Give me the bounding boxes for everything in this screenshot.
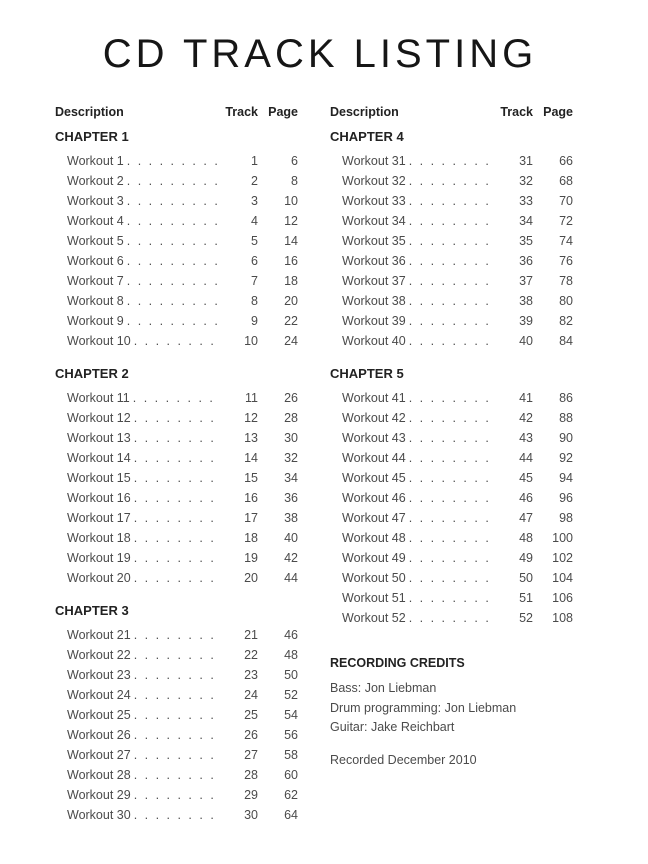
track-description: Workout 8 [67,294,124,308]
dot-leader [134,785,217,805]
chapters-right [330,129,573,628]
page-number: 16 [284,254,298,268]
track-number: 1 [251,154,258,168]
page-number: 58 [284,748,298,762]
track-row [55,388,298,408]
page-title: CD TRACK LISTING [102,32,538,76]
track-number: 29 [244,788,258,802]
track-description: Workout 13 [67,431,131,445]
track-row [330,231,573,251]
page-number: 60 [284,768,298,782]
track-row [55,805,298,825]
dot-leader [409,291,492,311]
track-row [55,191,298,211]
dot-leader [127,291,217,311]
track-description: Workout 40 [342,334,406,348]
page-number: 46 [284,628,298,642]
track-number: 37 [519,274,533,288]
track-row [55,331,298,351]
track-number: 26 [244,728,258,742]
dot-leader [133,388,217,408]
track-description: Workout 10 [67,334,131,348]
dot-leader [134,408,217,428]
track-row [330,608,573,628]
column-right [330,104,573,840]
list-header-right [330,104,573,120]
dot-leader [127,211,217,231]
track-row [55,448,298,468]
track-row [55,745,298,765]
track-description: Workout 52 [342,611,406,625]
track-description: Workout 38 [342,294,406,308]
dot-leader [134,685,217,705]
track-description: Workout 46 [342,491,406,505]
track-number: 52 [519,611,533,625]
track-number: 18 [244,531,258,545]
track-number: 24 [244,688,258,702]
track-description: Workout 31 [342,154,406,168]
track-number: 28 [244,768,258,782]
track-description: Workout 47 [342,511,406,525]
page-number: 48 [284,648,298,662]
track-description: Workout 3 [67,194,124,208]
track-row [55,271,298,291]
page-number: 62 [284,788,298,802]
dot-leader [409,311,492,331]
track-description: Workout 21 [67,628,131,642]
dot-leader [409,388,492,408]
page-number: 38 [284,511,298,525]
header-description: Description [330,105,399,119]
chapter-title: CHAPTER 3 [55,603,129,618]
track-number: 38 [519,294,533,308]
track-number: 39 [519,314,533,328]
track-row [330,548,573,568]
chapter-title: CHAPTER 1 [55,129,129,144]
track-number: 45 [519,471,533,485]
track-description: Workout 33 [342,194,406,208]
page-number: 88 [559,411,573,425]
page-number: 106 [552,591,573,605]
track-description: Workout 11 [67,391,130,405]
track-description: Workout 19 [67,551,131,565]
track-description: Workout 24 [67,688,131,702]
dot-leader [409,408,492,428]
track-row [55,568,298,588]
dot-leader [409,448,492,468]
track-row [330,151,573,171]
dot-leader [127,311,217,331]
dot-leader [134,745,217,765]
track-description: Workout 42 [342,411,406,425]
track-number: 20 [244,571,258,585]
track-row [55,528,298,548]
dot-leader [134,508,217,528]
dot-leader [134,765,217,785]
track-description: Workout 12 [67,411,131,425]
track-description: Workout 34 [342,214,406,228]
track-number: 11 [245,391,258,405]
track-number: 27 [244,748,258,762]
track-row [330,448,573,468]
track-number: 43 [519,431,533,445]
track-description: Workout 15 [67,471,131,485]
list-header-left [55,104,298,120]
track-description: Workout 17 [67,511,131,525]
dot-leader [134,805,217,825]
track-description: Workout 16 [67,491,131,505]
track-number: 48 [519,531,533,545]
track-row [55,171,298,191]
page-number: 94 [559,471,573,485]
track-description: Workout 45 [342,471,406,485]
track-description: Workout 22 [67,648,131,662]
dot-leader [409,271,492,291]
dot-leader [134,725,217,745]
page-number: 68 [559,174,573,188]
page-number: 96 [559,491,573,505]
header-track: Track [500,105,533,119]
track-description: Workout 48 [342,531,406,545]
track-description: Workout 29 [67,788,131,802]
dot-leader [134,528,217,548]
chapter-block [330,129,573,351]
track-row [330,331,573,351]
recording-credits [330,655,573,770]
page-number: 30 [284,431,298,445]
track-description: Workout 18 [67,531,131,545]
dot-leader [409,608,492,628]
track-number: 22 [244,648,258,662]
track-description: Workout 9 [67,314,124,328]
track-description: Workout 49 [342,551,406,565]
page-number: 92 [559,451,573,465]
page-number: 98 [559,511,573,525]
column-left [55,104,298,840]
chapter-block [55,129,298,351]
track-row [330,428,573,448]
page-number: 22 [284,314,298,328]
page-number: 26 [284,391,298,405]
track-number: 42 [519,411,533,425]
track-number: 40 [519,334,533,348]
track-listing [55,104,573,840]
track-row [330,588,573,608]
track-number: 47 [519,511,533,525]
dot-leader [409,211,492,231]
track-number: 17 [244,511,258,525]
track-row [55,251,298,271]
page-number: 54 [284,708,298,722]
dot-leader [134,665,217,685]
dot-leader [409,231,492,251]
credit-line-drums: Drum programming: Jon Liebman [330,700,517,715]
dot-leader [409,251,492,271]
dot-leader [134,625,217,645]
page-number: 50 [284,668,298,682]
track-description: Workout 36 [342,254,406,268]
chapter-block [55,366,298,588]
page-number: 14 [284,234,298,248]
page-number: 100 [552,531,573,545]
track-number: 41 [519,391,533,405]
track-row [55,488,298,508]
track-description: Workout 37 [342,274,406,288]
dot-leader [127,171,217,191]
track-number: 31 [519,154,533,168]
page-number: 40 [284,531,298,545]
track-description: Workout 50 [342,571,406,585]
dot-leader [409,331,492,351]
track-number: 46 [519,491,533,505]
track-row [330,528,573,548]
chapter-title: CHAPTER 5 [330,366,404,381]
dot-leader [134,705,217,725]
dot-leader [134,448,217,468]
track-description: Workout 6 [67,254,124,268]
page-number: 64 [284,808,298,822]
track-number: 2 [251,174,258,188]
credit-line-guitar: Guitar: Jake Reichbart [330,720,455,734]
dot-leader [127,231,217,251]
page-number: 82 [559,314,573,328]
page-number: 90 [559,431,573,445]
track-number: 50 [519,571,533,585]
track-row [330,488,573,508]
track-row [330,311,573,331]
track-row [330,568,573,588]
track-number: 5 [251,234,258,248]
track-description: Workout 39 [342,314,406,328]
track-description: Workout 35 [342,234,406,248]
track-row [330,468,573,488]
dot-leader [127,271,217,291]
track-row [55,548,298,568]
header-page: Page [268,105,298,119]
track-number: 49 [519,551,533,565]
track-row [55,468,298,488]
dot-leader [134,645,217,665]
page-number: 102 [552,551,573,565]
track-description: Workout 7 [67,274,124,288]
page-number: 18 [284,274,298,288]
dot-leader [409,171,492,191]
dot-leader [409,428,492,448]
track-number: 36 [519,254,533,268]
page-number: 70 [559,194,573,208]
track-row [330,408,573,428]
track-row [55,408,298,428]
track-description: Workout 14 [67,451,131,465]
track-row [55,231,298,251]
track-description: Workout 28 [67,768,131,782]
track-description: Workout 23 [67,668,131,682]
page-number: 12 [284,214,298,228]
dot-leader [409,568,492,588]
track-number: 12 [244,411,258,425]
track-row [55,685,298,705]
track-number: 30 [244,808,258,822]
track-description: Workout 20 [67,571,131,585]
track-number: 8 [251,294,258,308]
page-number: 36 [284,491,298,505]
track-row [55,765,298,785]
dot-leader [127,191,217,211]
chapter-title: CHAPTER 2 [55,366,129,381]
track-number: 44 [519,451,533,465]
page-number: 80 [559,294,573,308]
track-number: 33 [519,194,533,208]
dot-leader [409,548,492,568]
header-track: Track [225,105,258,119]
page-number: 28 [284,411,298,425]
track-number: 14 [244,451,258,465]
page-number: 10 [284,194,298,208]
track-row [330,251,573,271]
track-description: Workout 43 [342,431,406,445]
dot-leader [409,508,492,528]
page-number: 104 [552,571,573,585]
track-row [55,785,298,805]
page-number: 66 [559,154,573,168]
credits-heading: RECORDING CREDITS [330,656,465,670]
page-number: 108 [552,611,573,625]
track-row [330,191,573,211]
dot-leader [409,528,492,548]
track-description: Workout 1 [67,154,124,168]
track-row [55,725,298,745]
page-number: 74 [559,234,573,248]
track-description: Workout 30 [67,808,131,822]
track-row [55,291,298,311]
track-number: 34 [519,214,533,228]
track-description: Workout 51 [342,591,406,605]
page-number: 32 [284,451,298,465]
track-description: Workout 5 [67,234,124,248]
dot-leader [409,588,492,608]
dot-leader [134,331,217,351]
recorded-date: Recorded December 2010 [330,752,477,767]
track-row [55,645,298,665]
chapter-block [55,603,298,825]
track-row [55,311,298,331]
track-row [330,291,573,311]
track-description: Workout 41 [342,391,406,405]
track-number: 32 [519,174,533,188]
page-number: 84 [559,334,573,348]
header-page: Page [543,105,573,119]
track-description: Workout 4 [67,214,124,228]
track-description: Workout 25 [67,708,131,722]
page-number: 86 [559,391,573,405]
track-row [55,151,298,171]
page-number: 52 [284,688,298,702]
track-description: Workout 44 [342,451,406,465]
track-row [330,508,573,528]
track-row [55,625,298,645]
credit-line-bass: Bass: Jon Liebman [330,681,437,695]
page-number: 34 [284,471,298,485]
dot-leader [409,468,492,488]
track-number: 15 [244,471,258,485]
dot-leader [134,468,217,488]
page-number: 8 [291,174,298,188]
dot-leader [134,548,217,568]
track-description: Workout 32 [342,174,406,188]
track-number: 9 [251,314,258,328]
chapter-block [330,366,573,628]
track-description: Workout 2 [67,174,124,188]
page-number: 42 [284,551,298,565]
page-number: 72 [559,214,573,228]
dot-leader [127,151,217,171]
track-row [330,211,573,231]
track-number: 16 [244,491,258,505]
track-number: 23 [244,668,258,682]
page-number: 76 [559,254,573,268]
page-number: 78 [559,274,573,288]
track-row [55,665,298,685]
dot-leader [127,251,217,271]
page-number: 20 [284,294,298,308]
dot-leader [134,428,217,448]
track-description: Workout 26 [67,728,131,742]
dot-leader [409,191,492,211]
track-number: 25 [244,708,258,722]
track-number: 13 [244,431,258,445]
dot-leader [409,488,492,508]
track-number: 51 [519,591,533,605]
dot-leader [409,151,492,171]
track-number: 35 [519,234,533,248]
page-number: 56 [284,728,298,742]
chapters-left [55,129,298,825]
track-number: 7 [251,274,258,288]
track-row [330,388,573,408]
track-row [55,508,298,528]
page-number: 44 [284,571,298,585]
track-row [55,211,298,231]
track-row [330,271,573,291]
chapter-title: CHAPTER 4 [330,129,404,144]
track-number: 21 [244,628,258,642]
dot-leader [134,568,217,588]
track-description: Workout 27 [67,748,131,762]
dot-leader [134,488,217,508]
page-number: 6 [291,154,298,168]
track-number: 4 [251,214,258,228]
page-number: 24 [284,334,298,348]
track-row [55,428,298,448]
header-description: Description [55,105,124,119]
track-number: 3 [251,194,258,208]
track-row [55,705,298,725]
track-number: 6 [251,254,258,268]
track-number: 19 [244,551,258,565]
track-row [330,171,573,191]
track-number: 10 [244,334,258,348]
